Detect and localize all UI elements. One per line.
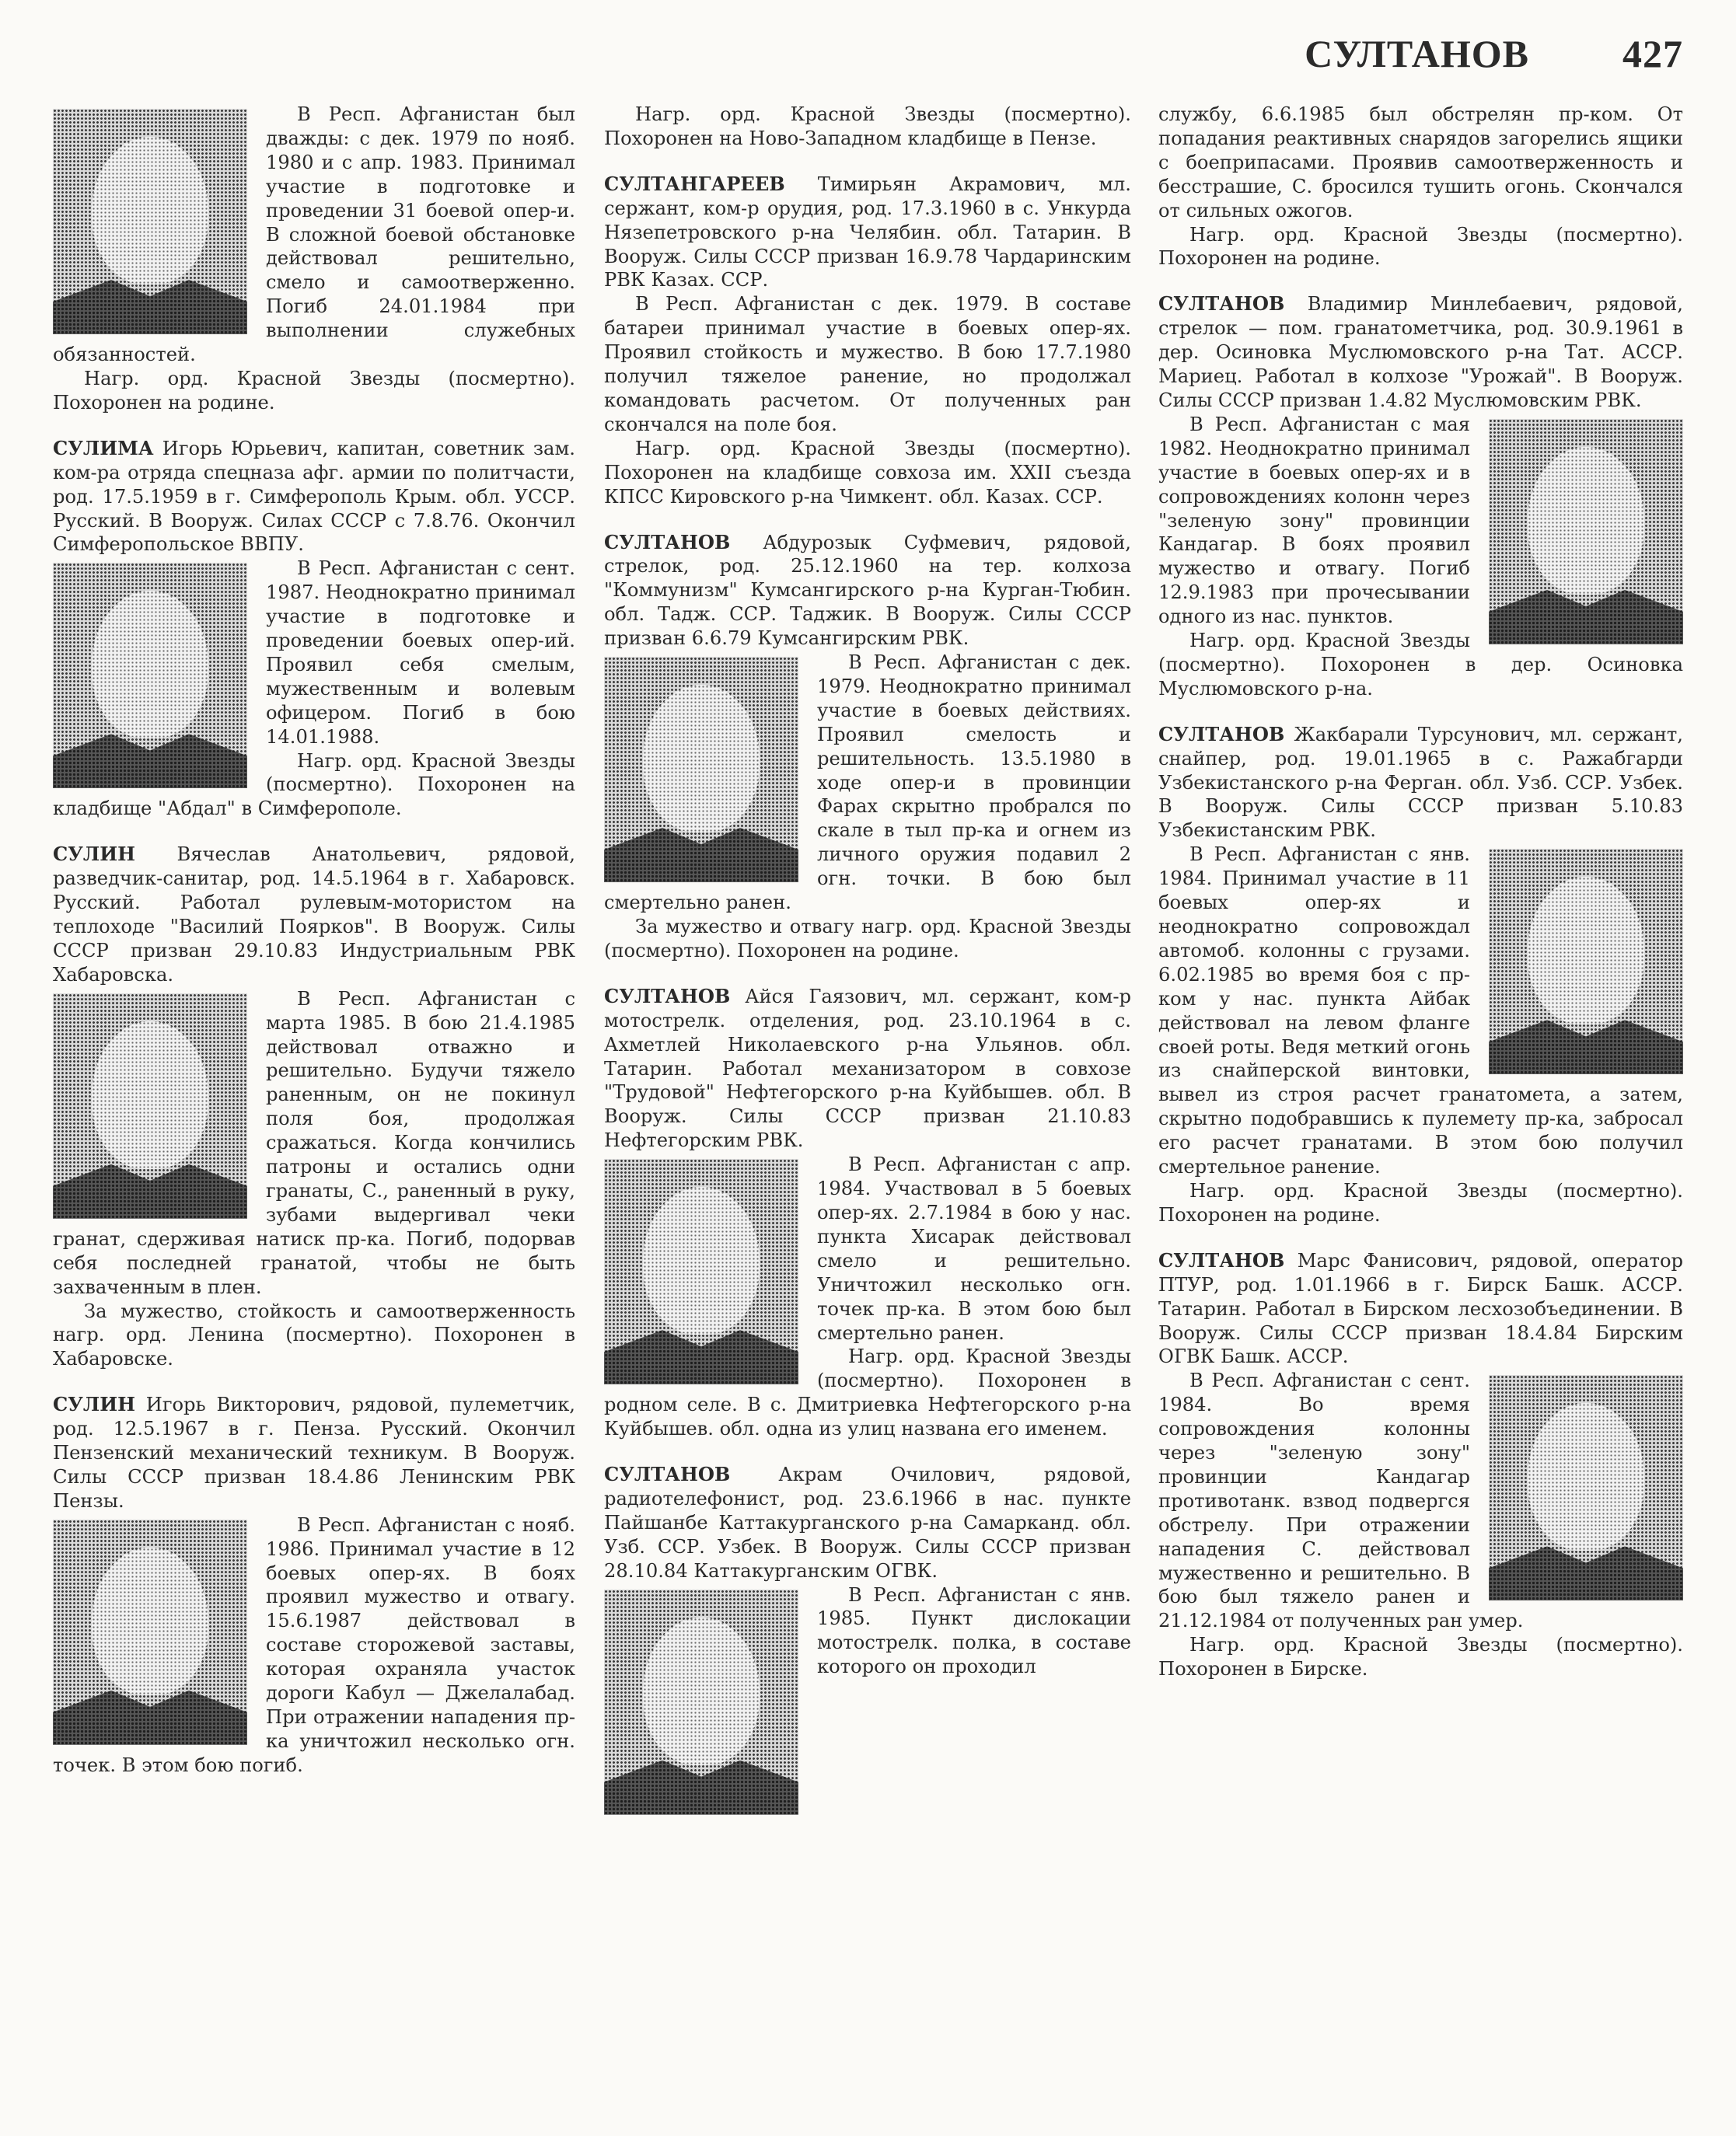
page-number: 427 [1622,32,1683,75]
entry-paragraph: В Респ. Афганистан с апр. 1984. Участвовал в 5 боевых опер-ях. 2.7.1984 в бою у нас. пункта Хисарак действовал смело и решительно. Уничтожил несколько огн. точек пр-ка. В этом бою был смертельно ранен. [817,1154,1131,1344]
entry-surname: СУЛТАНОВ [1158,722,1285,745]
entry-paragraph: Нагр. орд. Красной Звезды (посмертно). Похоронен в Бирске. [1158,1634,1683,1681]
entry-sultanov-zhakbarali [1158,723,1683,1227]
entry-intro: Айся Гаязович, мл. сержант, ком-р мотострелк. отделения, род. 23.10.1964 в с. Ахметлей Николаевского р-на Ульянов. обл. Татарин. Работал механизатором в совхозе "Трудовой" Нефтегорского р-на Куйбышев. обл. В Вооруж. Силы СССР призван 21.10.83 Нефтегорским РВК. [604,985,1131,1152]
entry-paragraph: Нагр. орд. Красной Звезды (посмертно). Похоронен на Ново-Западном кладбище в Пензе. [604,103,1131,149]
entry-sulin-igor [53,1393,575,1778]
column-3 [1158,103,1683,1703]
entry-surname: СУЛИН [53,1393,135,1416]
portrait-photo [53,563,247,788]
entry-continuation [1158,103,1683,270]
entry-intro: Абдурозык Суфмевич, рядовой, стрелок, род. 25.12.1960 на тер. колхоза "Коммунизм" Кумсангирского р-на Курган-Тюбин. обл. Тадж. ССР. Таджик. В Вооруж. Силы СССР призван 6.6.79 Кумсангирским РВК. [604,531,1131,650]
entry-sultanov-abdurozyk [604,531,1131,963]
portrait-photo [1489,419,1683,644]
entry-paragraph: За мужество, стойкость и самоотверженность нагр. орд. Ленина (посмертно). Похоронен в Хабаровске. [53,1300,575,1370]
portrait-photo [53,993,247,1219]
entry-intro: Тимирьян Акрамович, мл. сержант, ком-р орудия, род. 17.3.1960 в с. Ункурда Нязепетровского р-на Челябин. обл. Татарин. В Вооруж. Силы СССР призван 16.9.78 Чардаринским РВК Казах. ССР. [604,173,1131,291]
entry-sulin-vyacheslav [53,843,575,1371]
entry-intro: Владимир Минлебаевич, рядовой, стрелок — пом. гранатометчика, род. 30.9.1961 в дер. Осиновка Муслюмовского р-на Тат. АССР. Мариец. Работал в колхозе "Урожай". В Вооруж. Силы СССР призван 1.4.82 Муслюмовским РВК. [1158,293,1683,411]
entry-sultanov-aysya [604,985,1131,1441]
entry-continuation [53,103,575,415]
entry-sultanov-akram [604,1463,1131,1679]
entry-intro: Игорь Викторович, рядовой, пулеметчик, род. 12.5.1967 в г. Пенза. Русский. Окончил Пензенский механический техникум. В Вооруж. Силы СССР призван 18.4.86 Ленинским РВК Пензы. [53,1394,575,1512]
entry-surname: СУЛТАНОВ [604,530,731,553]
portrait-photo [1489,1375,1683,1600]
entry-surname: СУЛИМА [53,436,154,459]
portrait-photo [53,109,247,334]
entry-paragraph: службу, 6.6.1985 был обстрелян пр-ком. От попадания реактивных снарядов загорелись ящики с боеприпасами. Проявив самоотверженность и бесстрашие, С. бросился тушить огонь. Скончался от сильных ожогов. [1158,103,1683,222]
entry-sultanov-mars [1158,1249,1683,1681]
entry-paragraph: Нагр. орд. Красной Звезды (посмертно). Похоронен в родном селе. В с. Дмитриевка Нефтегорского р-на Куйбышев. обл. одна из улиц названа его именем. [604,1345,1131,1440]
entry-intro: Жакбарали Турсунович, мл. сержант, снайпер, род. 19.01.1965 в с. Ражабгарди Узбекистанского р-на Ферган. обл. Узб. ССР. Узбек. В Вооруж. Силы СССР призван 5.10.83 Узбекистанским РВК. [1158,723,1683,842]
entry-paragraph: Нагр. орд. Красной Звезды (посмертно). Похоронен в дер. Осиновка Муслюмовского р-на. [1158,630,1683,700]
entry-paragraph: Нагр. орд. Красной Звезды (посмертно). Похоронен на родине. [53,367,575,414]
entry-paragraph: В Респ. Афганистан с сент. 1987. Неоднократно принимал участие в подготовке и проведении боевых опер-ий. Проявил себя смелым, мужественным и волевым офицером. Погиб в бою 14.01.1988. [266,557,575,748]
running-header [1305,30,1683,76]
running-head-title: СУЛТАНОВ [1305,32,1529,75]
entry-paragraph: В Респ. Афганистан с дек. 1979. Неоднократно принимал участие в боевых действиях. Проявил смелость и решительность. 13.5.1980 в ходе опер-и в провинции Фарах скрытно пробрался по скале в тыл пр-ка и огнем из личного оружия подавил 2 огн. точки. В бою был смертельно ранен. [604,651,1131,914]
entry-paragraph: Нагр. орд. Красной Звезды (посмертно). Похоронен на кладбище "Абдал" в Симферополе. [53,749,575,820]
entry-sultangareev [604,173,1131,509]
entry-paragraph: В Респ. Афганистан с янв. 1985. Пункт дислокации мотострелк. полка, в составе которого он проходил [817,1583,1131,1678]
entry-surname: СУЛТАНОВ [1158,292,1285,316]
portrait-photo [604,1159,798,1384]
entry-surname: СУЛТАНОВ [1158,1248,1285,1272]
portrait-photo [604,1590,798,1815]
entry-paragraph: В Респ. Афганистан с янв. 1984. Принимал участие в 11 боевых опер-ях и неоднократно сопровождал автомоб. колонны с грузами. 6.02.1985 во время боя с пр-ком у нас. пункта Айбак действовал на левом фланге своей роты. Ведя меткий огонь из снайперской винтовки, вывел из строя расчет гранатомета, а затем, скрытно подобравшись к пулемету пр-ка, забросал его расчет гранатами. В этом бою получил смертельное ранение. [1158,843,1683,1178]
entry-sultanov-vladimir [1158,292,1683,700]
entry-intro: Игорь Юрьевич, капитан, советник зам. ком-ра отряда спецназа афг. армии по политчасти, род. 17.5.1959 в г. Симферополь Крым. обл. УССР. Русский. В Вооруж. Силах СССР с 7.8.76. Окончил Симферопольское ВВПУ. [53,437,575,556]
entry-sulima [53,437,575,822]
entry-paragraph: Нагр. орд. Красной Звезды (посмертно). Похоронен на кладбище совхоза им. XXII съезда КПСС Кировского р-на Чимкент. обл. Казах. ССР. [604,437,1131,508]
entry-paragraph: За мужество и отвагу нагр. орд. Красной Звезды (посмертно). Похоронен на родине. [604,916,1131,962]
entry-surname: СУЛТАНОВ [604,1463,731,1486]
portrait-photo [53,1520,247,1745]
entry-paragraph: В Респ. Афганистан с дек. 1979. В составе батареи принимал участие в боевых опер-ях. Проявил стойкость и мужество. В бою 17.7.1980 получил тяжелое ранение, но продолжал командовать расчетом. От полученных ран скончался на поле боя. [604,293,1131,435]
entry-surname: СУЛТАНОВ [604,984,731,1007]
portrait-photo [1489,849,1683,1074]
entry-paragraph: В Респ. Афганистан с марта 1985. В бою 21.4.1985 действовал отважно и решительно. Будучи тяжело раненным, он не покинул поля боя, продолжая сражаться. Когда кончились патроны и остались одни гранаты, С., раненный в руку, зубами выдергивал чеки гранат, сдерживая натиск пр-ка. Погиб, подорвав себя последней гранатой, чтобы не быть захваченным в плен. [53,987,575,1298]
entry-surname: СУЛТАНГАРЕЕВ [604,172,785,195]
entry-paragraph: В Респ. Афганистан с сент. 1984. Во время сопровождения колонны через "зеленую зону" провинции Кандагар противотанк. взвод подвергся обстрелу. При отражении нападения С. действовал мужественно и решительно. В бою был тяжело ранен и 21.12.1984 от полученных ран умер. [1158,1370,1524,1632]
entry-paragraph: Нагр. орд. Красной Звезды (посмертно). Похоронен на родине. [1158,1179,1683,1226]
column-2 [604,103,1131,1820]
portrait-photo [604,657,798,882]
column-1 [53,103,575,1799]
entry-intro: Акрам Очилович, рядовой, радиотелефонист, род. 23.6.1966 в нас. пункте Пайшанбе Каттакурганского р-на Самарканд. обл. Узб. ССР. Узбек. В Вооруж. Силы СССР призван 28.10.84 Каттакурганским ОГВК. [604,1464,1131,1582]
entry-paragraph: Нагр. орд. Красной Звезды (посмертно). Похоронен на родине. [1158,223,1683,270]
entry-surname: СУЛИН [53,843,135,866]
entry-paragraph: В Респ. Афганистан с мая 1982. Неоднократно принимал участие в боевых опер-ях и в сопровождениях колонн через "зеленую зону" провинции Кандагар. В боях проявил мужество и отвагу. Погиб 12.9.1983 при прочесывании одного из нас. пунктов. [1158,413,1470,628]
entry-continuation [604,103,1131,151]
entry-intro: Вячеслав Анатольевич, рядовой, разведчик-санитар, род. 14.5.1964 в г. Хабаровск. Русский. Работал рулевым-мотористом на теплоходе "Василий Поярков". В Вооруж. Силы СССР призван 29.10.83 Индустриальным РВК Хабаровска. [53,843,575,986]
entry-paragraph: В Респ. Афганистан был дважды: с дек. 1979 по нояб. 1980 и с апр. 1983. Принимал участие в подготовке и проведении 31 боевой опер-и. В сложной боевой обстановке действовал решительно, смело и самоотверженно. Погиб 24.01.1984 при выполнении служебных обязанностей. [53,103,575,366]
entry-paragraph: В Респ. Афганистан с нояб. 1986. Принимал участие в 12 боевых опер-ях. В боях проявил мужество и отвагу. 15.6.1987 действовал в составе сторожевой заставы, которая охраняла участок дороги Кабул — Джелалабад. При отражении нападения пр-ка уничтожил несколько огн. точек. В этом бою погиб. [53,1513,575,1776]
entry-intro: Марс Фанисович, рядовой, оператор ПТУР, род. 1.01.1966 в г. Бирск Башк. АССР. Татарин. Работал в Бирском лесхозобъединении. В Вооруж. Силы СССР призван 18.4.84 Бирским ОГВК Башк. АССР. [1158,1249,1683,1368]
